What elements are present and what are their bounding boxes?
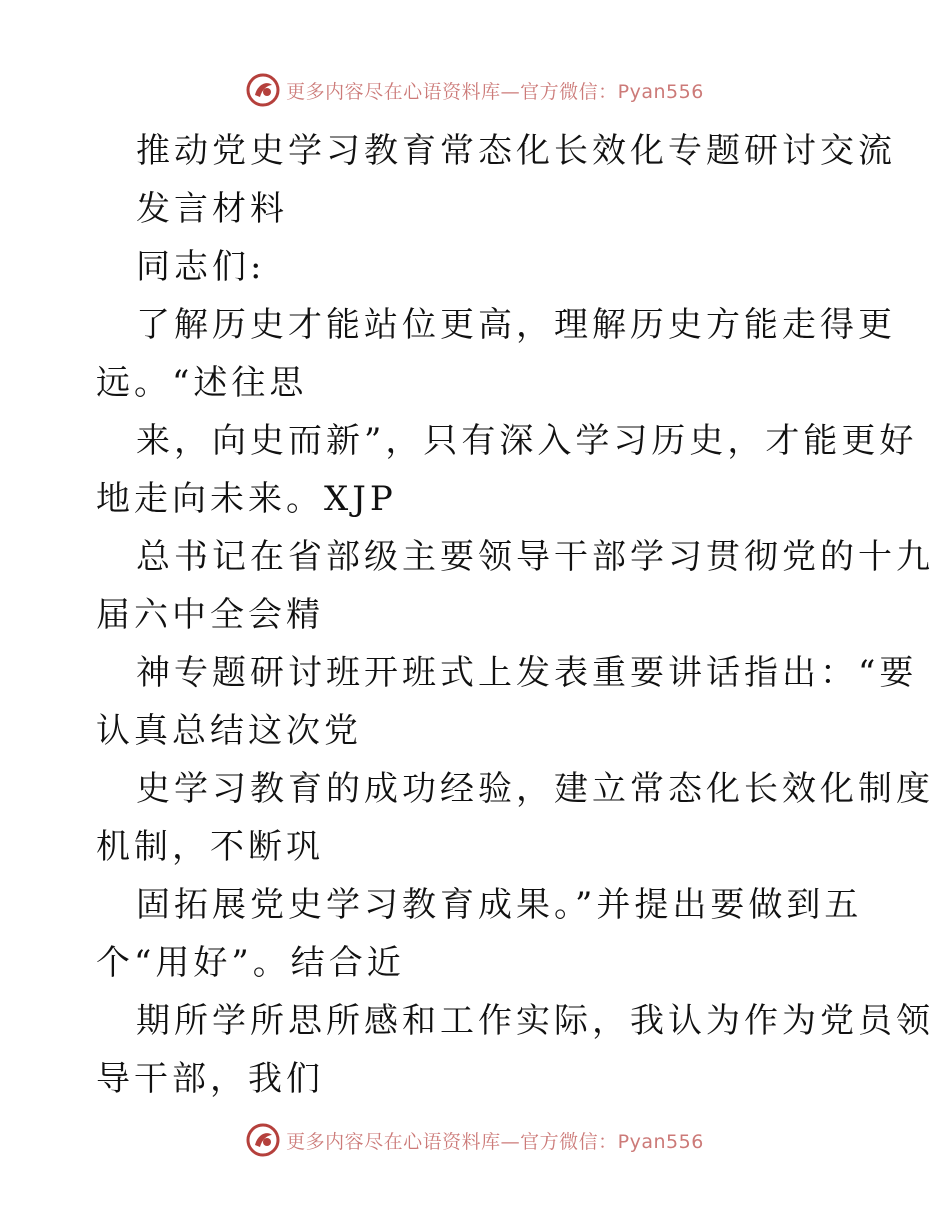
paragraph-line: 机制，不断巩 — [96, 827, 324, 867]
paragraph-line: 认真总结这次党 — [96, 711, 362, 751]
paragraph-line: 了解历史才能站位更高，理解历史方能走得更 — [136, 305, 896, 345]
swirl-logo-icon — [246, 73, 280, 107]
paragraph-line: 总书记在省部级主要领导干部学习贯彻党的十九 — [136, 537, 934, 577]
swirl-logo-icon — [246, 1123, 280, 1157]
watermark-wechat-text: 官方微信：Pyan556 — [520, 1130, 704, 1153]
title-line-2: 发言材料 — [136, 189, 288, 229]
header-watermark — [0, 70, 950, 110]
footer-watermark — [0, 1120, 950, 1160]
paragraph-line: 期所学所思所感和工作实际，我认为作为党员领 — [136, 1001, 934, 1041]
watermark-wechat-text: 官方微信：Pyan556 — [520, 80, 704, 103]
paragraph-line: 神专题研讨班开班式上发表重要讲话指出：“要 — [136, 653, 918, 693]
paragraph-line: 地走向未来。XJP — [96, 479, 397, 519]
paragraph-line: 来，向史而新”，只有深入学习历史，才能更好 — [136, 421, 918, 461]
watermark-main-text: 更多内容尽在心语资料库— — [286, 80, 521, 103]
paragraph-line: 史学习教育的成功经验，建立常态化长效化制度 — [136, 769, 934, 809]
title-line-1: 推动党史学习教育常态化长效化专题研讨交流 — [136, 131, 896, 171]
watermark-text — [286, 1127, 704, 1154]
document-body — [96, 122, 934, 1108]
paragraph-line: 届六中全会精 — [96, 595, 324, 635]
paragraph-line: 远。“述往思 — [96, 363, 308, 403]
watermark-text — [286, 77, 704, 104]
salutation: 同志们: — [136, 247, 266, 287]
paragraph-line: 个“用好”。结合近 — [96, 943, 405, 983]
watermark-main-text: 更多内容尽在心语资料库— — [286, 1130, 521, 1153]
paragraph-line: 固拓展党史学习教育成果。”并提出要做到五 — [136, 885, 863, 925]
paragraph-line: 导干部，我们 — [96, 1059, 324, 1099]
